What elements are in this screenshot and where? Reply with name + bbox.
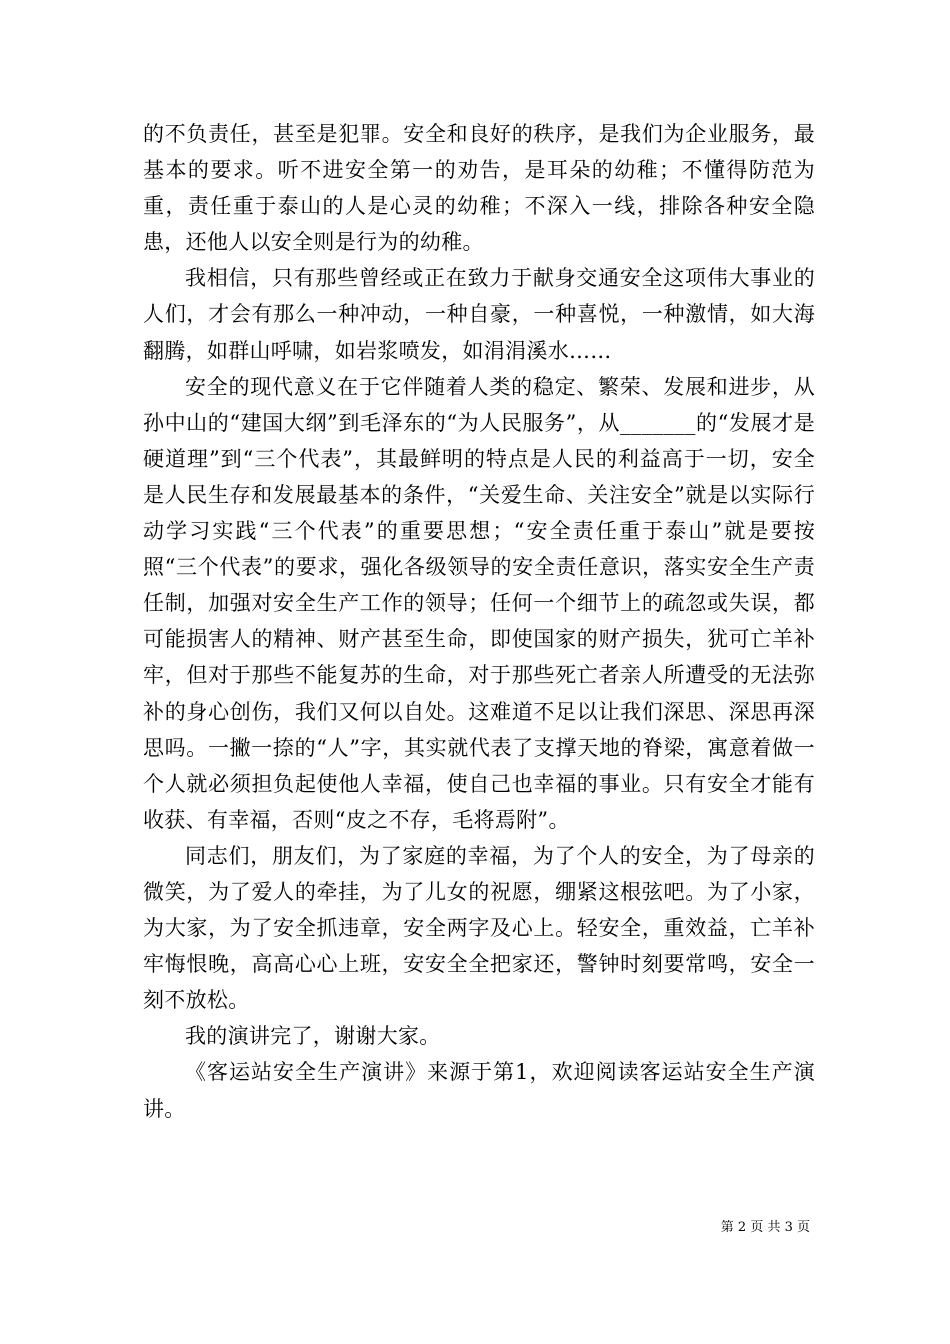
paragraph-source-note: 《客运站安全生产演讲》来源于第1，欢迎阅读客运站安全生产演讲。	[143, 1060, 815, 1121]
paragraph-belief: 我相信，只有那些曾经或正在致力于献身交通安全这项伟大事业的人们，才会有那么一种冲动，一种自豪，一种喜悦，一种激情，如大海翻腾，如群山呼啸，如岩浆喷发，如涓涓溪水……	[143, 266, 815, 363]
paragraph-modern-meaning: 安全的现代意义在于它伴随着人类的稳定、繁荣、发展和进步，从孙中山的“建国大纲”到毛泽东的“为人民服务”，从_______的“发展才是硬道理”到“三个代表”，其最鲜明的特点是人民的利益高于一切，安全是人民生存和发展最基本的条件，“关爱生命、关注安全”就是以实际行动学习实践“三个代表”的重要思想；“安全责任重于泰山”就是要按照“三个代表”的要求，强化各级领导的安全责任意识，落实安全生产责任制，加强对安全生产工作的领导；任何一个细节上的疏忽或失误，都可能损害人的精神、财产甚至生命，即使国家的财产损失，犹可亡羊补牢，但对于那些不能复苏的生命，对于那些死亡者亲人所遭受的无法弥补的身心创伤，我们又何以自处。这难道不足以让我们深思、深思再深思吗。一撇一捺的“人”字，其实就代表了支撑天地的脊梁，寓意着做一个人就必须担负起使他人幸福，使自己也幸福的事业。只有安全才能有收获、有幸福，否则“皮之不存，毛将焉附”。	[143, 374, 815, 832]
paragraph-closing: 我的演讲完了，谢谢大家。	[185, 1024, 441, 1049]
paragraph-continuation: 的不负责任，甚至是犯罪。安全和良好的秩序，是我们为企业服务，最基本的要求。听不进安全第一的劝告，是耳朵的幼稚；不懂得防范为重，责任重于泰山的人是心灵的幼稚；不深入一线，排除各种安全隐患，还他人以安全则是行为的幼稚。	[143, 122, 815, 255]
page-number-footer: 第 2 页 共 3 页	[720, 1220, 810, 1235]
document-body	[143, 116, 815, 1127]
paragraph-comrades: 同志们，朋友们，为了家庭的幸福，为了个人的安全，为了母亲的微笑，为了爱人的牵挂，为了儿女的祝愿，绷紧这根弦吧。为了小家，为大家，为了安全抓违章，安全两字及心上。轻安全，重效益，亡羊补牢悔恨晚，高高心心上班，安安全全把家还，警钟时刻要常鸣，安全一刻不放松。	[143, 843, 815, 1013]
